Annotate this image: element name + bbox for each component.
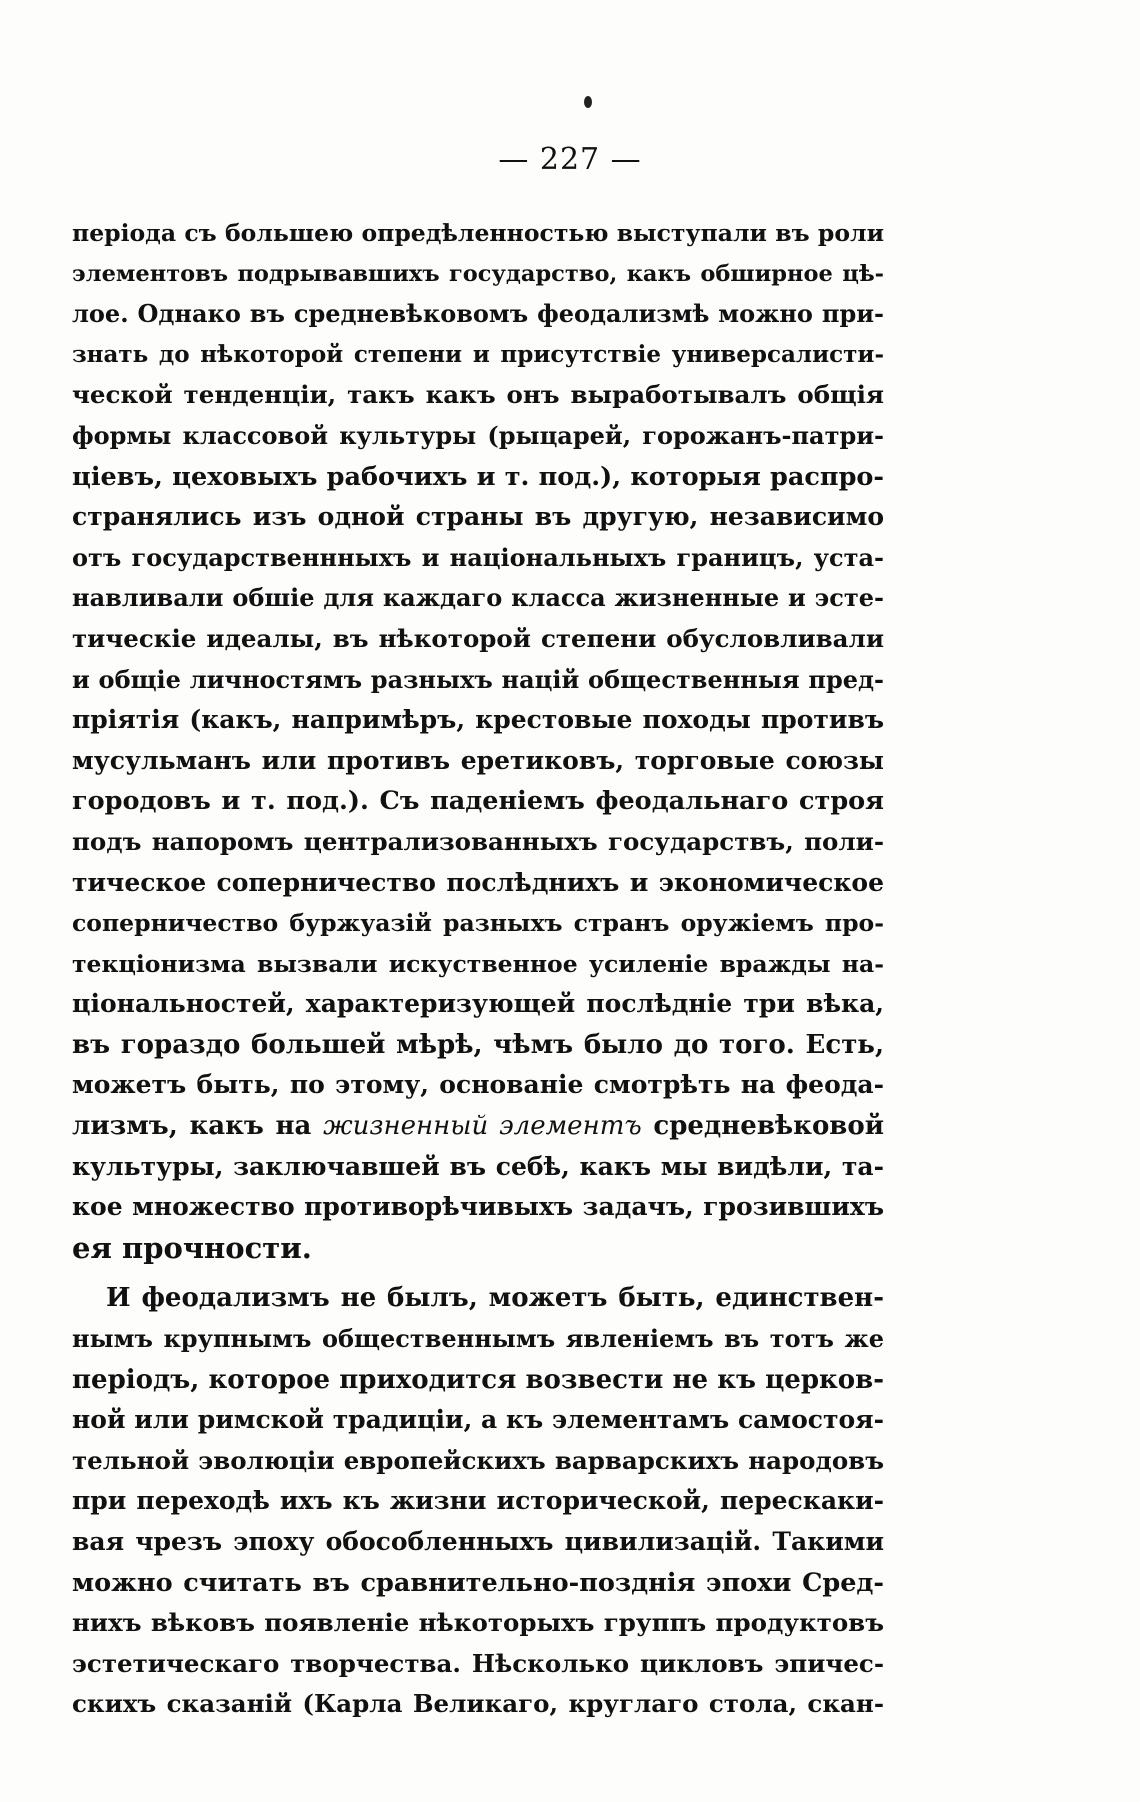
text-line: И феодализмъ не былъ, можетъ быть, единствен-: [106, 1283, 884, 1314]
text-line: ціевъ, цеховыхъ рабочихъ и т. под.), которыя распро-: [72, 461, 884, 492]
text-line: въ гораздо большей мѣрѣ, чѣмъ было до того. Есть,: [72, 1029, 884, 1060]
text-line: лое. Однако въ средневѣковомъ феодализмѣ можно при-: [72, 299, 884, 329]
text-line: подъ напоромъ централизованныхъ государствъ, поли-: [72, 826, 884, 856]
text-line: формы классовой культуры (рыцарей, горожанъ-патри-: [72, 420, 884, 450]
text-line: можетъ быть, по этому, основаніе смотрѣть на феода-: [72, 1070, 884, 1100]
text-line: тическое соперничество послѣднихъ и экономическое: [72, 867, 884, 897]
text-line: кое множество противорѣчивыхъ задачъ, грозившихъ: [72, 1192, 884, 1222]
text-line: ціональностей, характеризующей послѣдніе три вѣка,: [72, 989, 884, 1019]
text-line-with-italic: [72, 1106, 884, 1147]
text-line: періодъ, которое приходится возвести не къ церков-: [72, 1364, 884, 1395]
text-line: тическіе идеалы, въ нѣкоторой степени обусловливали: [72, 623, 884, 653]
text-line: элементовъ подрывавшихъ государство, какъ обширное цѣ-: [72, 260, 884, 287]
text-line: скихъ сказаній (Карла Великаго, круглаго стола, скан-: [72, 1689, 884, 1719]
line-segment: средневѣковой: [641, 1111, 884, 1142]
line-segment: лизмъ, какъ на: [72, 1111, 324, 1142]
text-line: странялись изъ одной страны въ другую, независимо: [72, 502, 884, 532]
text-line: знать до нѣкоторой степени и присутствіе универсалисти-: [72, 340, 884, 368]
text-line: ной или римской традиціи, а къ элементамъ самостоя-: [72, 1405, 884, 1435]
text-line: можно считать въ сравнительно-позднія эпохи Сред-: [72, 1567, 884, 1598]
text-line: періода съ большею опредѣленностью выступали въ роли: [72, 219, 884, 247]
paragraph-2: [72, 1278, 884, 1725]
ink-speck: [584, 96, 592, 108]
text-line: ея прочности.: [72, 1230, 312, 1265]
text-line: отъ государственнныхъ и національныхъ границъ, уста-: [72, 542, 884, 572]
text-line: эстетическаго творчества. Нѣсколько цикловъ эпичес-: [72, 1648, 884, 1678]
text-line: тельной эволюціи европейскихъ варварскихъ народовъ: [72, 1445, 884, 1475]
text-line: культуры, заключавшей въ себѣ, какъ мы видѣли, та-: [72, 1151, 884, 1181]
text-line: городовъ и т. под.). Съ паденіемъ феодальнаго строя: [72, 786, 884, 817]
text-line: текціонизма вызвали искуственное усиленіе вражды на-: [72, 949, 884, 978]
text-line: пріятія (какъ, напримѣръ, крестовые походы противъ: [72, 705, 884, 735]
text-line: и общіе личностямъ разныхъ націй общественныя пред-: [72, 664, 884, 694]
text-line: ческой тенденціи, такъ какъ онъ выработывалъ общія: [72, 380, 884, 410]
text-line: при переходѣ ихъ къ жизни исторической, перескаки-: [72, 1486, 884, 1516]
text-line: мусульманъ или противъ еретиковъ, торговые союзы: [72, 745, 884, 775]
body-text: [72, 213, 884, 1725]
text-line: нихъ вѣковъ появленіе нѣкоторыхъ группъ продуктовъ: [72, 1608, 884, 1638]
page-number: — 227 —: [498, 142, 642, 177]
text-line: навливали обшіе для каждаго класса жизненные и эсте-: [72, 583, 884, 613]
text-line: нымъ крупнымъ общественнымъ явленіемъ въ тотъ же: [72, 1324, 884, 1354]
text-line: вая чрезъ эпоху обособленныхъ цивилизацій. Такими: [72, 1527, 884, 1556]
paragraph-1: [72, 213, 884, 1268]
text-line: соперничество буржуазій разныхъ странъ оружіемъ про-: [72, 909, 884, 938]
italic-phrase: жизненный элементъ: [323, 1111, 642, 1142]
